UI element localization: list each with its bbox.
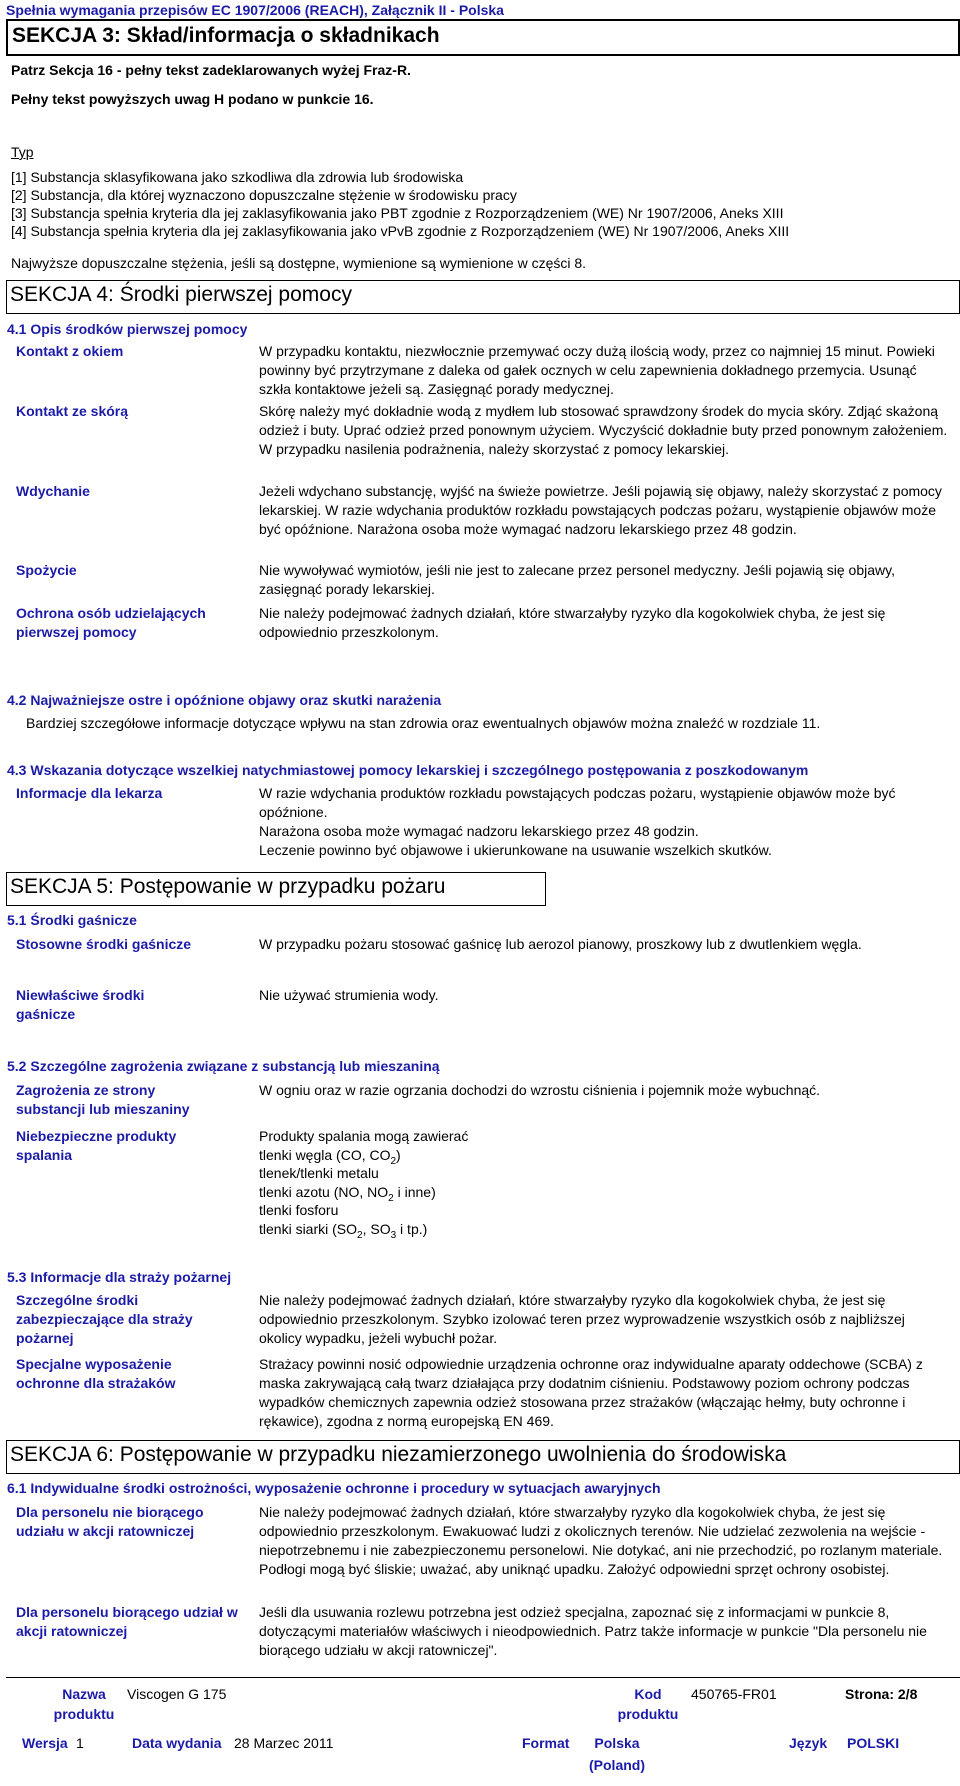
combustion-phosphorus-oxides: tlenki fosforu	[259, 1202, 339, 1218]
firefighter-protective-text: Nie należy podejmować żadnych działań, które stwarzałyby ryzyko dla kogokolwiek chyba, że jest się odpowiednio przeszkolonym. Szybko izolować teren przez wyprowadzenie wszystkich osób z najbliższej okolicy wypadku, jeżeli wybuchł pożar.	[259, 1292, 905, 1346]
footer-product-name-label: Nazwa produktu	[53, 1686, 115, 1722]
eye-contact-text: W przypadku kontaktu, niezwłocznie przemywać oczy dużą ilością wody, przez co najmniej 15 minut. Powieki powinny być przytrzymane z daleka od gałek ocznych w celu zapewnienia dokładnego przemycia. Usunąć szkła kontaktowe jeżeli są. Zasięgnąć porady medycznej.	[259, 343, 935, 397]
suitable-extinguishing-label: Stosowne środki gaśnicze	[16, 936, 192, 952]
inhalation-label: Wdychanie	[16, 483, 90, 499]
hazard-label: Zagrożenia ze strony substancji lub mieszaniny	[16, 1082, 190, 1117]
emergency-responders-text: Jeśli dla usuwania rozlewu potrzebna jest odzież specjalna, zapoznać się z informacjami w punkcie 8, dotyczącymi materiałów właściwych i nieodpowiednich. Patrz także informacje w punkcie "Dla personelu nie biorącego udziału w akcji ratowniczej".	[259, 1604, 927, 1658]
ingestion-text: Nie wywoływać wymiotów, jeśli nie jest to zalecane przez personel medyczny. Jeśli pojawią się objawy, zasięgnąć porady lekarskiej.	[259, 562, 895, 597]
eye-contact-label: Kontakt z okiem	[16, 343, 124, 359]
first-aider-protection-label: Ochrona osób udzielających pierwszej pomocy	[16, 605, 206, 640]
section-4-title: SEKCJA 4: Środki pierwszej pomocy	[6, 280, 960, 314]
emergency-responders-label: Dla personelu biorącego udział w akcji ratowniczej	[16, 1604, 238, 1639]
footer-format-value: Polska (Poland)	[589, 1735, 645, 1773]
sec4-2-text: Bardziej szczegółowe informacje dotyczące wpływu na stan zdrowia oraz ewentualnych objawów można znaleźć w rozdziale 11.	[26, 715, 821, 731]
doctor-info-line-2: Narażona osoba może wymagać nadzoru lekarskiego przez 48 godzin.	[259, 823, 699, 839]
ingestion-label: Spożycie	[16, 562, 77, 578]
skin-contact-label: Kontakt ze skórą	[16, 403, 129, 419]
footer-format-label: Format	[522, 1735, 570, 1751]
section-3-title: SEKCJA 3: Skład/informacja o składnikach	[6, 19, 960, 56]
hazard-text: W ogniu oraz w razie ogrzania dochodzi do wzrostu ciśnienia i pojemnik może wybuchnąć.	[259, 1082, 821, 1098]
firefighter-equipment-text: Strażacy powinni nosić odpowiednie urządzenia ochronne oraz indywidualne aparaty oddechowe (SCBA) z maska zakrywającą całą twarz działająca przy dodatnim ciśnieniu. Podstawowy poziom ochrony podczas wypadków chemicznych zapewnia odzież stosowana przez strażaków (włączając hełmy, buty ochronne i rękawice), zgodna z normą europejską EN 469.	[259, 1356, 923, 1429]
doctor-info-label: Informacje dla lekarza	[16, 785, 163, 801]
combustion-metal-oxides: tlenek/tlenki metalu	[259, 1165, 379, 1181]
combustion-nitrogen-oxides: tlenki azotu (NO, $NO_2$ i inne)	[259, 1184, 436, 1204]
footer-product-code-value: 450765-FR01	[691, 1686, 777, 1702]
sec3-limits: Najwyższe dopuszczalne stężenia, jeśli są dostępne, wymienione są wymienione w części 8.	[11, 255, 587, 271]
sec4-2-heading: 4.2 Najważniejsze ostre i opóźnione objawy oraz skutki narażenia	[7, 692, 442, 708]
suitable-extinguishing-text: W przypadku pożaru stosować gaśnicę lub aerozol pianowy, proszkowy lub z dwutlenkiem węgla.	[259, 936, 862, 952]
sec3-note-2: Pełny tekst powyższych uwag H podano w punkcie 16.	[11, 91, 374, 107]
sec3-type-4: [4] Substancja spełnia kryteria dla jej zaklasyfikowania jako vPvB zgodnie z Rozporządzeniem (WE) Nr 1907/2006, Aneks XIII	[11, 223, 790, 239]
footer-language-value: POLSKI	[847, 1735, 900, 1751]
firefighter-equipment-label: Specjalne wyposażenie ochronne dla strażaków	[16, 1356, 176, 1391]
sec5-1-heading: 5.1 Środki gaśnicze	[7, 912, 137, 928]
sec3-type-1: [1] Substancja sklasyfikowana jako szkodliwa dla zdrowia lub środowiska	[11, 169, 464, 185]
footer-divider	[6, 1677, 960, 1678]
combustion-sulfur-oxides: tlenki siarki ($SO_2$, $SO_3$ i tp.)	[259, 1221, 428, 1241]
doctor-info-line-3: Leczenie powinno być objawowe i ukierunkowane na usuwanie wszelkich skutków.	[259, 842, 772, 858]
sec4-3-heading: 4.3 Wskazania dotyczące wszelkiej natychmiastowej pomocy lekarskiej i szczególnego postępowania z poszkodowanym	[7, 762, 809, 778]
footer-version-label: Wersja	[22, 1735, 68, 1751]
footer-product-name-value: Viscogen G 175	[127, 1686, 227, 1702]
sec5-2-heading: 5.2 Szczególne zagrożenia związane z substancją lub mieszaniną	[7, 1058, 440, 1074]
sec3-type-3: [3] Substancja spełnia kryteria dla jej zaklasyfikowania jako PBT zgodnie z Rozporządzeniem (WE) Nr 1907/2006, Aneks XIII	[11, 205, 784, 221]
footer-product-code-label: Kod produktu	[617, 1686, 679, 1722]
sec6-1-heading: 6.1 Indywidualne środki ostrożności, wyposażenie ochronne i procedury w sytuacjach awaryjnych	[7, 1480, 661, 1496]
section-6-title: SEKCJA 6: Postępowanie w przypadku niezamierzonego uwolnienia do środowiska	[6, 1440, 960, 1474]
combustion-intro: Produkty spalania mogą zawierać	[259, 1128, 469, 1144]
combustion-products-label: Niebezpieczne produkty spalania	[16, 1128, 177, 1163]
unsuitable-extinguishing-label: Niewłaściwe środki gaśnicze	[16, 987, 145, 1022]
skin-contact-text: Skórę należy myć dokładnie wodą z mydłem lub stosować sprawdzony środek do mycia skóry. Zdjąć skażoną odzież i buty. Uprać odzież przed ponownym użyciem. Wyczyścić dokładnie buty przed ponownym założeniem. W przypadku nasilenia podrażnenia, należy skorzystać z pomocy lekarskiej.	[259, 403, 948, 457]
section-5-title: SEKCJA 5: Postępowanie w przypadku pożaru	[6, 872, 546, 906]
footer-page-number: Strona: 2/8	[845, 1686, 918, 1702]
sec3-typ-heading: Typ	[11, 144, 34, 160]
sec3-note-1: Patrz Sekcja 16 - pełny tekst zadeklarowanych wyżej Fraz-R.	[11, 62, 411, 78]
sec3-type-2: [2] Substancja, dla której wyznaczono dopuszczalne stężenie w środowisku pracy	[11, 187, 517, 203]
doctor-info-line-1: W razie wdychania produktów rozkładu powstających podczas pożaru, wystąpienie objawów może być opóźnione.	[259, 785, 896, 820]
footer-language-label: Język	[789, 1735, 828, 1751]
footer-version-value: 1	[76, 1735, 84, 1751]
non-emergency-personnel-text: Nie należy podejmować żadnych działań, które stwarzałyby ryzyko dla kogokolwiek chyba, że jest się odpowiednio przeszkolonym. Ewakuować ludzi z okolicznych terenów. Nie udzielać zezwolenia na wejście - niepotrzebnemu i nie zabezpieczonemu personelowi. Nie dotykać, ani nie przechodzić, po rozlanym materiale. Podłogi mogą być śliskie; uważać, aby uniknąć upadku. Założyć odpowiedni sprzęt ochrony osobistej.	[259, 1504, 943, 1577]
inhalation-text: Jeżeli wdychano substancję, wyjść na świeże powietrze. Jeśli pojawią się objawy, należy skorzystać z pomocy lekarskiej. W razie wdychania produktów rozkładu powstających podczas pożaru, wystąpienie objawów może być opóźnione. Narażona osoba może wymagać nadzoru lekarskiego przez 48 godzin.	[259, 483, 942, 537]
first-aider-protection-text: Nie należy podejmować żadnych działań, które stwarzałyby ryzyko dla kogokolwiek chyba, że jest się odpowiednio przeszkolonym.	[259, 605, 886, 640]
non-emergency-personnel-label: Dla personelu nie biorącego udziału w akcji ratowniczej	[16, 1504, 204, 1539]
footer-date-value: 28 Marzec 2011	[234, 1735, 334, 1751]
sec4-1-heading: 4.1 Opis środków pierwszej pomocy	[7, 321, 248, 337]
sec5-3-heading: 5.3 Informacje dla straży pożarnej	[7, 1269, 232, 1285]
combustion-carbon-oxides: tlenki węgla (CO, $CO_2$)	[259, 1147, 401, 1167]
footer-date-label: Data wydania	[132, 1735, 222, 1751]
firefighter-protective-label: Szczególne środki zabezpieczające dla straży pożarnej	[16, 1292, 193, 1346]
unsuitable-extinguishing-text: Nie używać strumienia wody.	[259, 987, 439, 1003]
document-header: Spełnia wymagania przepisów EC 1907/2006 (REACH), Załącznik II - Polska	[6, 2, 504, 18]
